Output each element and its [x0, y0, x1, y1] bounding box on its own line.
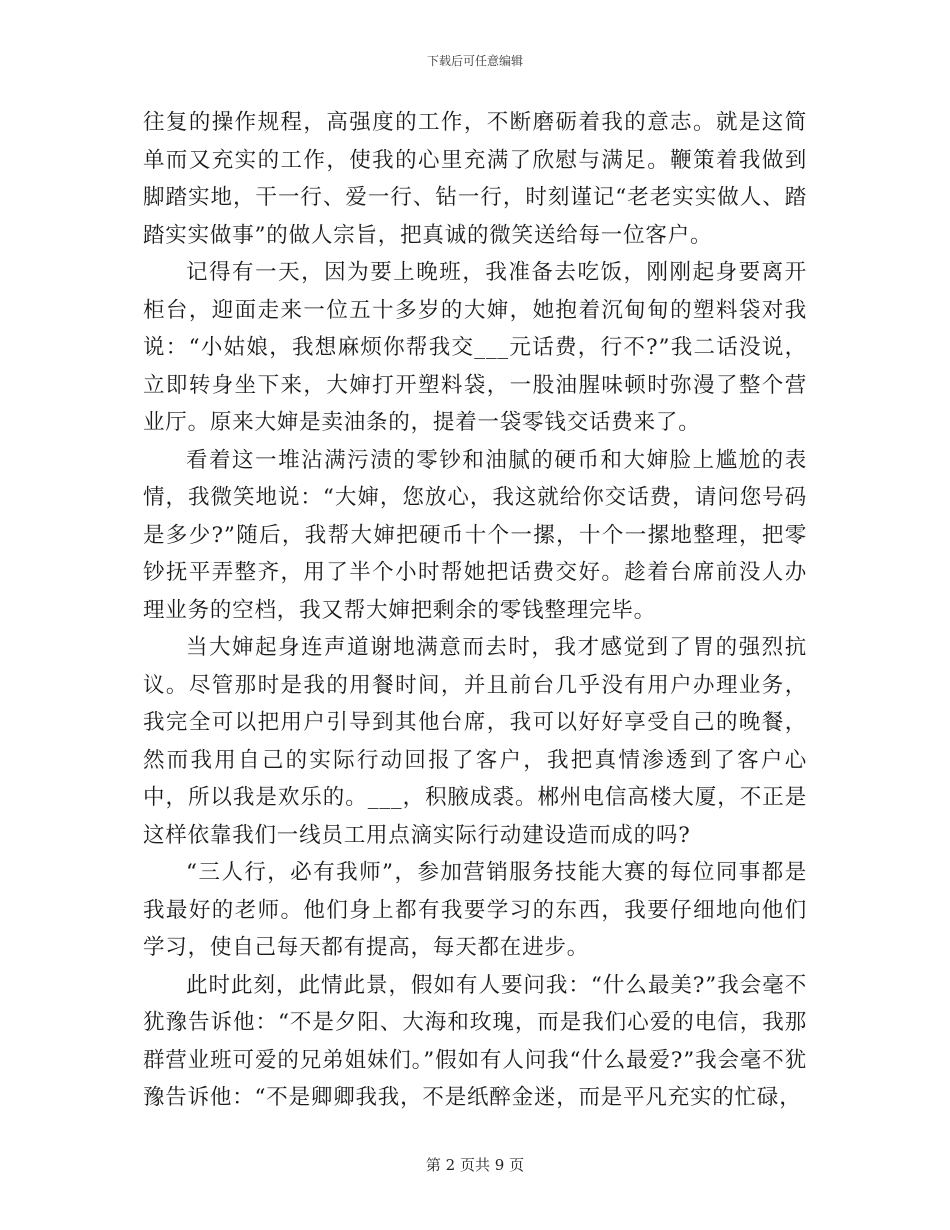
page-number-footer: 第 2 页共 9 页 [425, 1156, 525, 1174]
page-header: 下载后可任意编辑 [426, 54, 523, 68]
paragraph-1: 往复的操作规程，高强度的工作，不断磨砺着我的意志。就是这简单而又充实的工作，使我的心里充满了欣慰与满足。鞭策着我做到脚踏实地，干一行、爱一行、钻一行，时刻谨记“老老实实做人、踏踏实实做事”的做人宗旨，把真诚的微笑送给每一位客户。 [143, 110, 807, 248]
paragraph-6: 此时此刻，此情此景，假如有人要问我：“什么最美?”我会毫不犹豫告诉他：“不是夕阳、大海和玫瑰，而是我们心爱的电信，我那群营业班可爱的兄弟姐妹们。”假如有人问我“什么最爱?”我会毫不犹豫告诉他：“不是卿卿我我，不是纸醉金迷，而是平凡充实的忙碌， [143, 972, 807, 1110]
paragraph-2: 记得有一天，因为要上晚班，我准备去吃饭，刚刚起身要离开柜台，迎面走来一位五十多岁的大婶，她抱着沉甸甸的塑料袋对我说：“小姑娘，我想麻烦你帮我交___元话费，行不?”我二话没说，立即转身坐下来，大婶打开塑料袋，一股油腥味顿时弥漫了整个营业厅。原来大婶是卖油条的，提着一袋零钱交话费来了。 [143, 260, 807, 435]
paragraph-5: “三人行，必有我师”，参加营销服务技能大赛的每位同事都是我最好的老师。他们身上都有我要学习的东西，我要仔细地向他们学习，使自己每天都有提高，每天都在进步。 [143, 860, 807, 960]
paragraph-4: 当大婶起身连声道谢地满意而去时，我才感觉到了胃的强烈抗议。尽管那时是我的用餐时间，并且前台几乎没有用户办理业务，我完全可以把用户引导到其他台席，我可以好好享受自己的晚餐，然而我用自己的实际行动回报了客户，我把真情渗透到了客户心中，所以我是欢乐的。___，积腋成裘。郴州电信高楼大厦，不正是这样依靠我们一线员工用点滴实际行动建设造而成的吗? [143, 635, 807, 848]
paragraph-3: 看着这一堆沾满污渍的零钞和油腻的硬币和大婶脸上尴尬的表情，我微笑地说：“大婶，您放心，我这就给你交话费，请问您号码是多少?”随后，我帮大婶把硬币十个一摞，十个一摞地整理，把零钞抚平弄整齐，用了半个小时帮她把话费交好。趁着台席前没人办理业务的空档，我又帮大婶把剩余的零钱整理完毕。 [143, 447, 807, 623]
document-body [143, 104, 807, 1117]
